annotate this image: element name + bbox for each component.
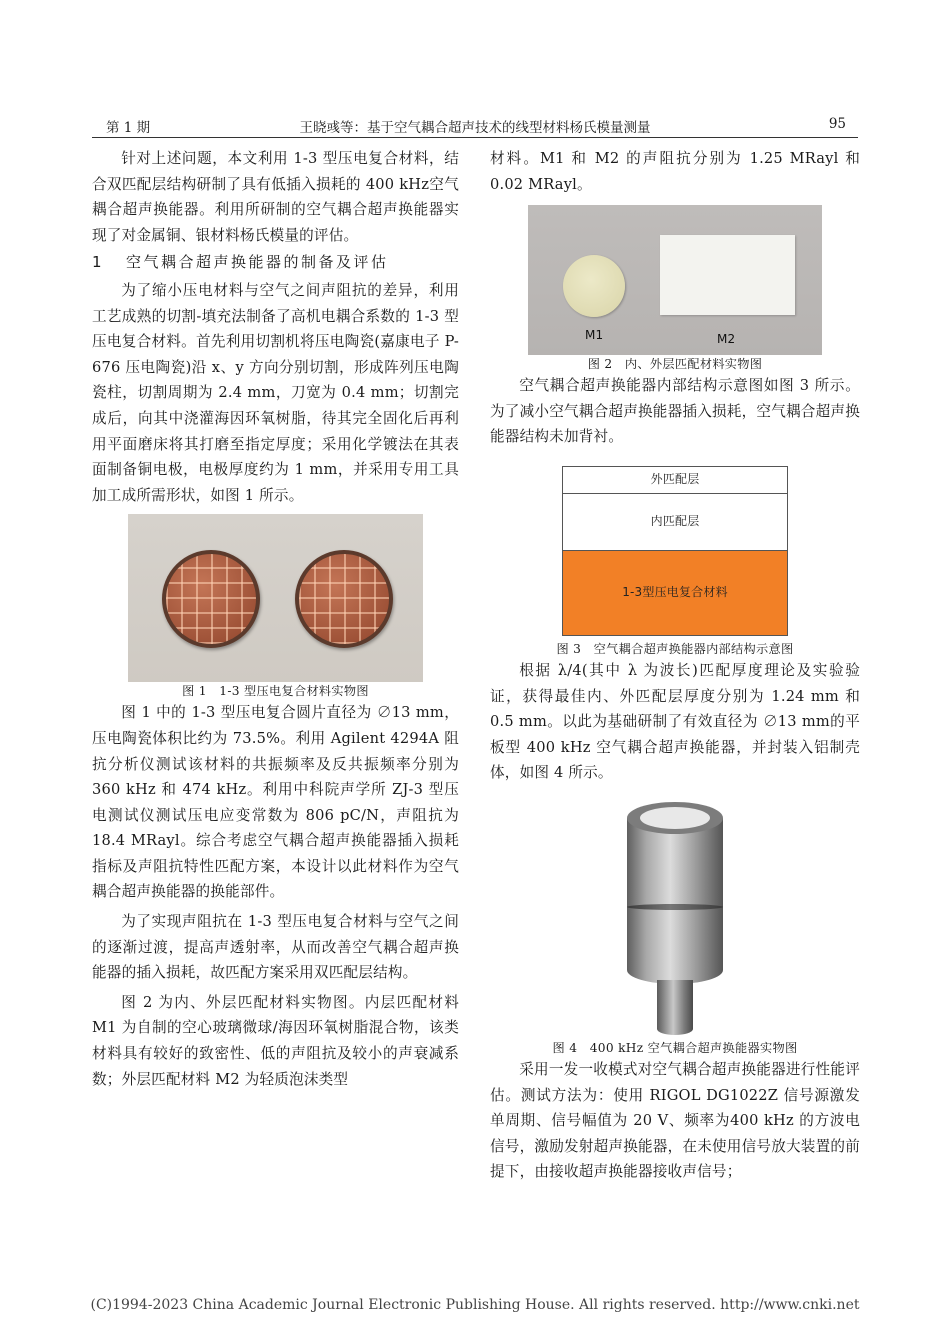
paragraph: 材料。M1 和 M2 的声阻抗分别为 1.25 MRayl 和 0.02 MRayl。	[490, 150, 860, 193]
paragraph: 为了实现声阻抗在 1-3 型压电复合材料与空气之间的逐渐过渡，提高声透射率，从而改善空气耦合超声换能器的插入损耗，故匹配方案采用双匹配层结构。	[92, 913, 459, 982]
transducer-housing	[627, 818, 723, 984]
page-number: 95	[828, 116, 846, 132]
figure-2-matching-materials-photo	[528, 205, 822, 355]
m2-sample	[660, 235, 795, 315]
figure-2-caption: 图 2 内、外层匹配材料实物图	[587, 357, 763, 372]
issue-number: 第 1 期	[106, 120, 151, 136]
paragraph: 图 1 中的 1-3 型压电复合圆片直径为 ∅13 mm，压电陶瓷体积比约为 73.5%。利用 Agilent 4294A 阻抗分析仪测试该材料的共振频率及反共振频率分别为 360 kHz 和 474 kHz。利用中科院声学所 ZJ-3 型压电测试仪测试压电应变常数为 806 pC/N，声阻抗为 18.4 MRayl。综合考虑空气耦合超声换能器插入损耗指标及声阻抗特性匹配方案，本设计以此材料作为空气耦合超声换能器的换能部件。	[92, 704, 459, 901]
figure-4-transducer-photo	[627, 802, 723, 1037]
figure-1-caption: 图 1 1-3 型压电复合材料实物图	[182, 684, 369, 699]
section-heading	[92, 250, 459, 276]
transducer-face	[640, 807, 710, 829]
connector-stem	[657, 980, 693, 1035]
figure-4-caption: 图 4 400 kHz 空气耦合超声换能器实物图	[552, 1040, 798, 1055]
paragraph: 为了缩小压电材料与空气之间声阻抗的差异，利用工艺成熟的切割-填充法制备了高机电耦合系数的 1-3 型压电复合材料。首先利用切割机将压电陶瓷(嘉康电子 P-676 压电陶瓷)沿 x、y 方向分别切割，形成阵列压电陶瓷柱，切割周期为 2.4 mm，刀宽为 0.4 mm；切割完成后，向其中浇灌海因环氧树脂，待其完全固化后再利用平面磨床将其打磨至指定厚度；采用化学镀法在其表面制备铜电极，电极厚度约为 1 mm，并采用专用工具加工成所需形状，如图 1 所示。	[92, 281, 459, 504]
left-column	[92, 146, 459, 1092]
paragraph: 图 2 为内、外层匹配材料实物图。内层匹配材料 M1 为自制的空心玻璃微球/海因环氧树脂混合物，该类材料具有较好的致密性、低的声阻抗及较小的声衰减系数；外层匹配材料 M2 为轻质泡沫类型	[92, 993, 459, 1088]
right-column	[490, 146, 860, 1185]
housing-groove	[627, 904, 723, 910]
paragraph: 采用一发一收模式对空气耦合超声换能器进行性能评估。测试方法为：使用 RIGOL DG1022Z 信号源激发单周期、信号幅值为 20 V、频率为400 kHz 的方波电信号，激励发射超声换能器，在未使用信号放大装置的前提下，由接收超声换能器接收声信号；	[490, 1060, 860, 1181]
paragraph: 针对上述问题，本文利用 1-3 型压电复合材料，结合双匹配层结构研制了具有低插入损耗的 400 kHz空气耦合超声换能器。利用所研制的空气耦合超声换能器实现了对金属铜、银材料杨氏模量的评估。	[92, 150, 459, 244]
paragraph: 空气耦合超声换能器内部结构示意图如图 3 所示。为了减小空气耦合超声换能器插入损耗，空气耦合超声换能器结构未加背衬。	[490, 377, 860, 446]
running-header	[92, 116, 858, 138]
piezo-disc	[295, 550, 393, 648]
piezo-composite-layer: 1-3型压电复合材料	[563, 551, 787, 635]
m1-sample	[563, 255, 625, 317]
copyright-footer: (C)1994-2023 China Academic Journal Electronic Publishing House. All rights reserved. http://www.cnki.net	[90, 1297, 860, 1313]
paragraph: 根据 λ/4(其中 λ 为波长)匹配厚度理论及实验验证，获得最佳内、外匹配层厚度分别为 1.24 mm 和 0.5 mm。以此为基础研制了有效直径为 ∅13 mm的平板型 400 kHz 空气耦合超声换能器，并封装入铝制壳体，如图 4 所示。	[490, 661, 860, 782]
figure-3-caption: 图 3 空气耦合超声换能器内部结构示意图	[556, 641, 794, 656]
figure-3-structure-diagram	[562, 466, 788, 636]
figure-1-piezo-composite-photo	[128, 514, 423, 682]
m2-label: M2	[717, 332, 736, 347]
section-title: 空气耦合超声换能器的制备及评估	[126, 253, 389, 272]
piezo-disc	[162, 550, 260, 648]
running-title: 王晓彧等：基于空气耦合超声技术的线型材料杨氏模量测量	[299, 120, 651, 136]
section-number: 1	[92, 253, 105, 272]
m1-label: M1	[585, 328, 604, 343]
outer-matching-layer: 外匹配层	[563, 467, 787, 494]
inner-matching-layer: 内匹配层	[563, 494, 787, 551]
